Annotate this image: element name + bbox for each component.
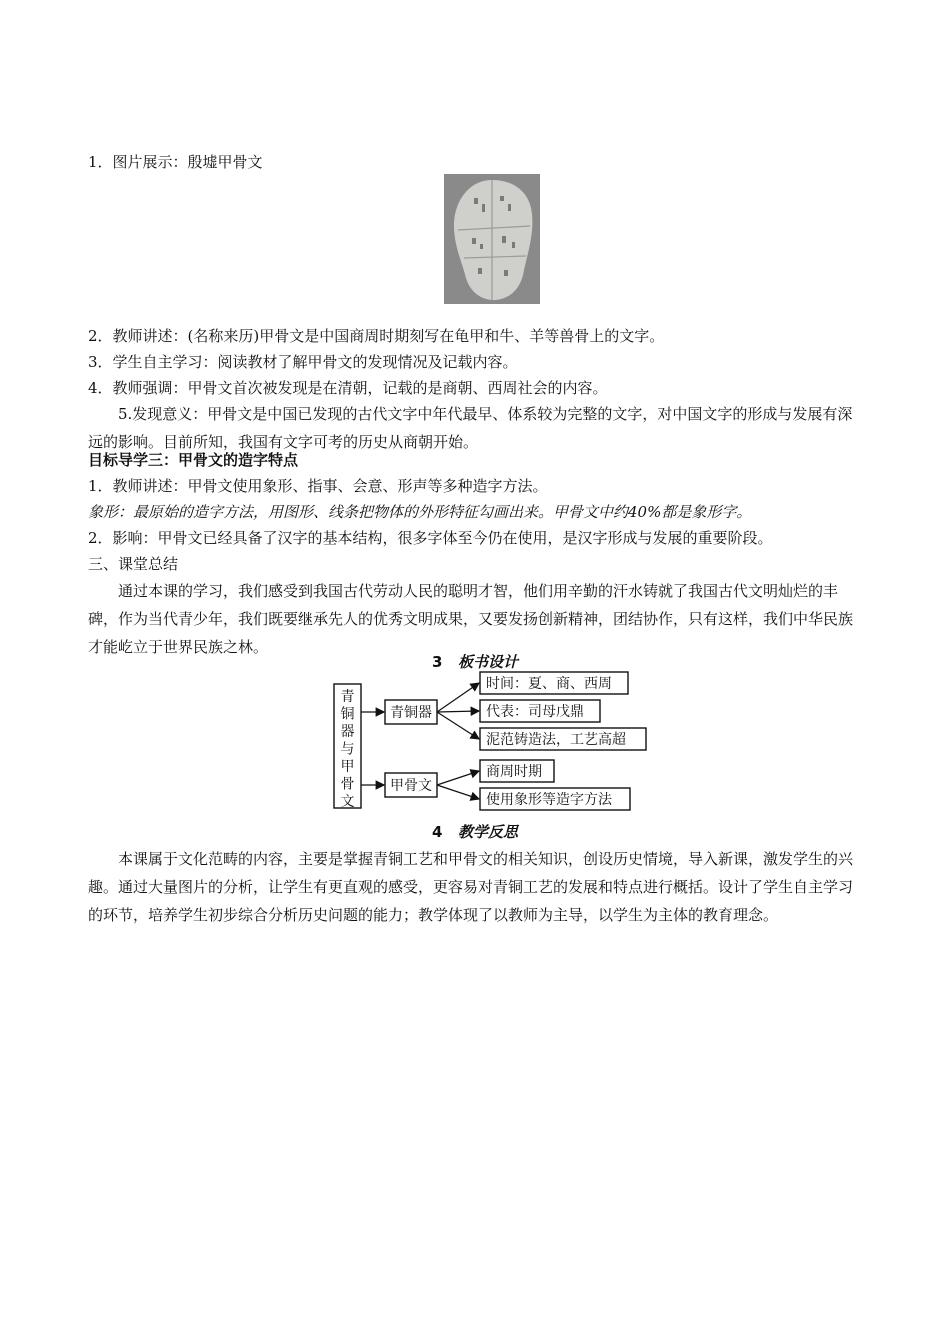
leaf-bronze-casting: 泥范铸造法，工艺高超 (486, 732, 626, 748)
root-label-char: 与 (340, 741, 355, 758)
leaf-oracle-methods: 使用象形等造字方法 (486, 792, 612, 808)
item-teacher-narration: 2．教师讲述：(名称来历)甲骨文是中国商周时期刻写在龟甲和牛、羊等兽骨上的文字。 (88, 327, 665, 345)
section-heading-goal3: 目标导学三：甲骨文的造字特点 (88, 451, 299, 469)
summary-heading: 三、课堂总结 (88, 555, 179, 573)
note-pictograph: 象形：最原始的造字方法，用图形、线条把物体的外形特征勾画出来。甲骨文中约40%都是象形字。 (88, 503, 752, 521)
arrow-oracle-leaf-2 (437, 785, 479, 799)
board-heading-number: 3 (431, 653, 443, 671)
item-discovery-significance: 5.发现意义：甲骨文是中国已发现的古代文字中年代最早、体系较为完整的文字，对中国文字的形成与发展有深远的影响。目前所知，我国有文字可考的历史从商朝开始。 (88, 405, 853, 451)
root-label-char: 器 (340, 724, 355, 740)
arrow-bronze-leaf-1 (437, 683, 479, 712)
item-self-study: 3．学生自主学习：阅读教材了解甲骨文的发现情况及记载内容。 (88, 353, 518, 371)
branch-oracle-label: 甲骨文 (390, 778, 432, 794)
arrow-bronze-leaf-3 (437, 712, 479, 739)
item-picture-display: 1．图片展示：殷墟甲骨文 (88, 153, 263, 171)
root-label-char: 骨 (340, 776, 355, 793)
leaf-oracle-period: 商周时期 (486, 764, 542, 780)
item-character-methods: 1．教师讲述：甲骨文使用象形、指事、会意、形声等多种造字方法。 (88, 477, 548, 495)
branch-bronze-label: 青铜器 (390, 705, 432, 721)
root-label (341, 688, 355, 810)
reflection-heading (0, 821, 950, 843)
leaf-bronze-time: 时间：夏、商、西周 (486, 676, 612, 692)
item-teacher-emphasis: 4．教师强调：甲骨文首次被发现是在清朝，记载的是商朝、西周社会的内容。 (88, 379, 608, 397)
root-label-char: 铜 (340, 706, 355, 723)
root-label-char: 甲 (340, 759, 355, 775)
summary-text: 通过本课的学习，我们感受到我国古代劳动人民的聪明才智，他们用辛勤的汗水铸就了我国古代文明灿烂的丰碑，作为当代青少年，我们既要继承先人的优秀文明成果，又要发扬创新精神，团结协作，只有这样，我们中华民族才能屹立于世界民族之林。 (88, 582, 854, 656)
item-influence: 2．影响：甲骨文已经具备了汉字的基本结构，很多字体至今仍在使用，是汉字形成与发展的重要阶段。 (88, 529, 773, 547)
reflection-heading-text: 教学反思 (458, 823, 519, 841)
leaf-bronze-representative: 代表：司母戊鼎 (486, 704, 584, 720)
arrow-oracle-leaf-1 (437, 771, 479, 785)
root-label-char: 青 (340, 689, 355, 705)
arrow-bronze-leaf-2 (437, 711, 479, 712)
board-heading-text: 板书设计 (458, 653, 519, 671)
reflection-text: 本课属于文化范畴的内容，主要是掌握青铜工艺和甲骨文的相关知识，创设历史情境，导入新课，激发学生的兴趣。通过大量图片的分析，让学生有更直观的感受，更容易对青铜工艺的发展和特点进行概括。设计了学生自主学习的环节，培养学生初步综合分析历史问题的能力；教学体现了以教师为主导，以学生为主体的教育理念。 (88, 850, 854, 924)
reflection-heading-number: 4 (431, 823, 443, 841)
root-label-char: 文 (340, 794, 355, 810)
